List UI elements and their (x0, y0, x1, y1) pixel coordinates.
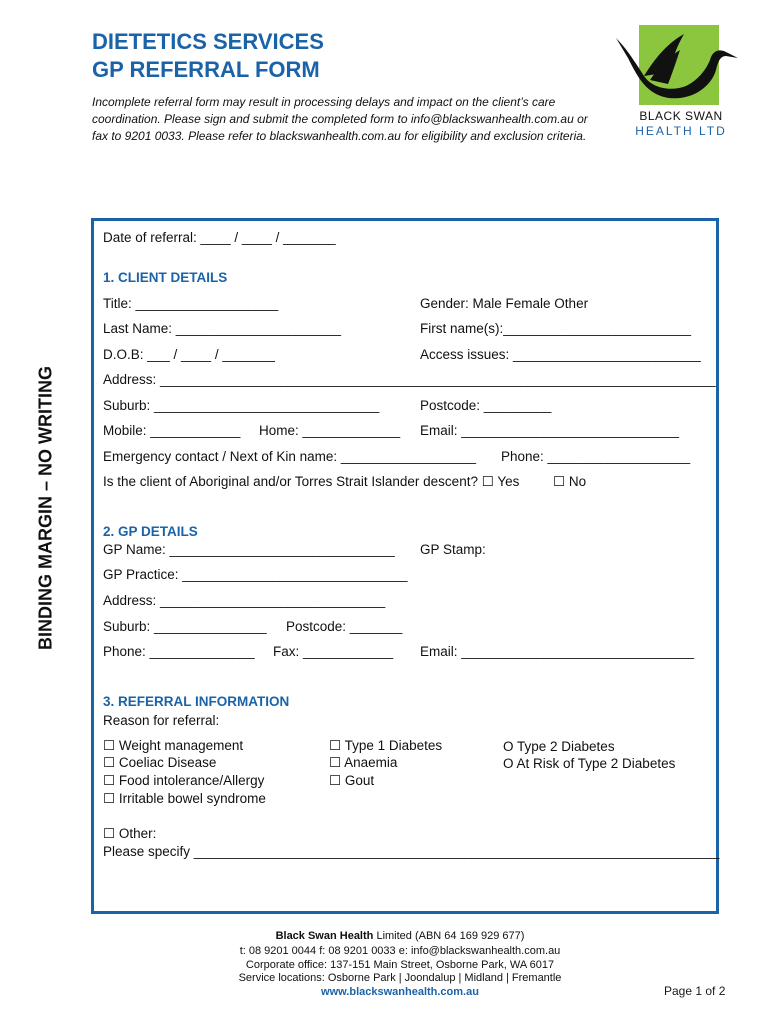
gp-details-heading: 2. GP DETAILS (103, 524, 198, 539)
anaemia-checkbox[interactable]: ☐ Anaemia (329, 755, 398, 770)
intro-text (92, 94, 622, 145)
gp-postcode-field[interactable]: Postcode: _______ (286, 619, 403, 634)
other-checkbox[interactable]: ☐ Other: (103, 826, 157, 841)
gp-name-field[interactable]: GP Name: ______________________________ (103, 542, 395, 557)
aboriginal-yes-checkbox[interactable]: Is the client of Aboriginal and/or Torres Strait Islander descent? ☐ Yes (103, 474, 520, 489)
footer-contact: t: 08 9201 0044 f: 08 9201 0033 e: info@blackswanhealth.com.au (239, 945, 561, 957)
footer-company (150, 930, 650, 942)
home-phone-field[interactable]: Home: _____________ (259, 423, 401, 438)
footer-company-name: Black Swan Health (275, 930, 374, 942)
gp-address-field[interactable]: Address: ______________________________ (103, 593, 386, 608)
page-number: Page 1 of 2 (664, 984, 726, 998)
intro-line-2: coordination. Please sign and submit the completed form to info@blackswanhealth.com.au or (92, 112, 588, 126)
intro-line-3: fax to 9201 0033. Please refer to blackswanhealth.com.au for eligibility and exclusion criteria. (92, 129, 587, 143)
gender-field[interactable]: Gender: Male Female Other (420, 296, 589, 311)
logo-text-black-swan: BLACK SWAN (639, 109, 723, 123)
footer-service-locations: Service locations: Osborne Park | Joondalup | Midland | Fremantle (238, 972, 562, 984)
footer-corporate-office: Corporate office: 137-151 Main Street, Osborne Park, WA 6017 (245, 959, 555, 971)
footer-company-abn: Limited (ABN 64 169 929 677) (373, 930, 525, 942)
please-specify-field[interactable]: Please specify ______________________________________________________________________ (103, 844, 720, 859)
logo-text-health-ltd: HEALTH LTD (635, 124, 727, 138)
gout-checkbox[interactable]: ☐ Gout (329, 773, 375, 788)
food-intolerance-checkbox[interactable]: ☐ Food intolerance/Allergy (103, 773, 265, 788)
mobile-field[interactable]: Mobile: ____________ (103, 423, 241, 438)
referral-info-heading: 3. REFERRAL INFORMATION (103, 694, 290, 709)
type1-diabetes-checkbox[interactable]: ☐ Type 1 Diabetes (329, 738, 443, 753)
date-of-referral-field[interactable]: Date of referral: ____ / ____ / _______ (103, 230, 336, 245)
emergency-phone-field[interactable]: Phone: ___________________ (501, 449, 691, 464)
last-name-field[interactable]: Last Name: ______________________ (103, 321, 341, 336)
client-postcode-field[interactable]: Postcode: _________ (420, 398, 552, 413)
gp-email-field[interactable]: Email: _______________________________ (420, 644, 695, 659)
type2-diabetes-radio[interactable]: O Type 2 Diabetes (503, 739, 615, 754)
emergency-contact-field[interactable]: Emergency contact / Next of Kin name: __________________ (103, 449, 477, 464)
title-field[interactable]: Title: ___________________ (103, 296, 279, 311)
reason-for-referral-label: Reason for referral: (103, 713, 220, 728)
website-link-text[interactable]: www.blackswanhealth.com.au (321, 986, 479, 998)
coeliac-disease-checkbox[interactable]: ☐ Coeliac Disease (103, 755, 217, 770)
binding-margin-notice: BINDING MARGIN – NO WRITING (35, 366, 56, 650)
gp-practice-field[interactable]: GP Practice: ______________________________ (103, 567, 408, 582)
client-suburb-field[interactable]: Suburb: ______________________________ (103, 398, 380, 413)
dob-field[interactable]: D.O.B: ___ / ____ / _______ (103, 347, 275, 362)
intro-line-1: Incomplete referral form may result in processing delays and impact on the client’s care (92, 95, 556, 109)
page-title (92, 28, 324, 84)
gp-stamp-label: GP Stamp: (420, 542, 486, 557)
aboriginal-no-checkbox[interactable]: ☐ No (553, 474, 587, 489)
title-line-2: GP REFERRAL FORM (92, 57, 320, 82)
gp-phone-field[interactable]: Phone: ______________ (103, 644, 255, 659)
first-name-field[interactable]: First name(s):_________________________ (420, 321, 691, 336)
title-line-1: DIETETICS SERVICES (92, 29, 324, 54)
ibs-checkbox[interactable]: ☐ Irritable bowel syndrome (103, 791, 266, 806)
black-swan-icon (614, 30, 744, 110)
client-address-field[interactable]: Address: __________________________________________________________________________ (103, 372, 716, 387)
client-details-heading: 1. CLIENT DETAILS (103, 270, 228, 285)
gp-fax-field[interactable]: Fax: ____________ (273, 644, 394, 659)
gp-suburb-field[interactable]: Suburb: _______________ (103, 619, 267, 634)
access-issues-field[interactable]: Access issues: _________________________ (420, 347, 701, 362)
client-email-field[interactable]: Email: _____________________________ (420, 423, 679, 438)
footer-website-link[interactable] (150, 986, 650, 998)
at-risk-type2-radio[interactable]: O At Risk of Type 2 Diabetes (503, 756, 676, 771)
weight-management-checkbox[interactable]: ☐ Weight management (103, 738, 244, 753)
